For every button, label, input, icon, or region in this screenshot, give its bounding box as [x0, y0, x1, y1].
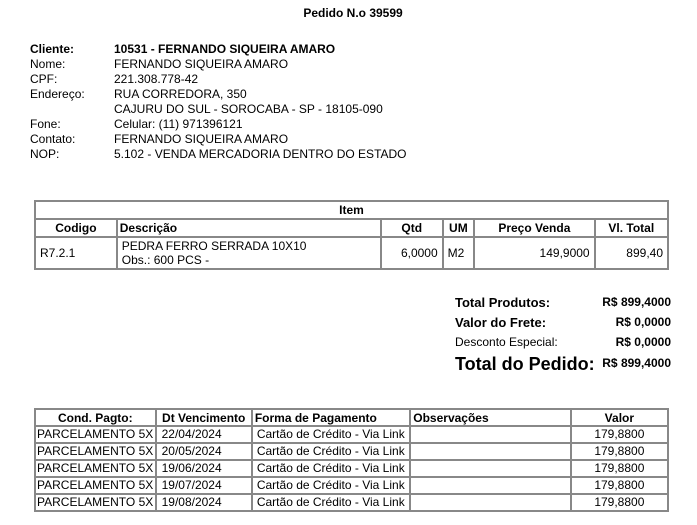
table-row — [35, 477, 668, 494]
name-value: FERNANDO SIQUEIRA AMARO — [114, 57, 289, 71]
payment-obs — [410, 460, 570, 477]
table-row — [35, 237, 668, 269]
phone-row — [30, 117, 407, 132]
payment-vencimento: 22/04/2024 — [156, 426, 252, 443]
col-dt-vencimento: Dt Vencimento — [156, 409, 252, 426]
col-valor: Valor — [571, 409, 668, 426]
client-row — [30, 42, 407, 57]
item-vl-total: 899,40 — [595, 237, 668, 269]
payment-forma: Cartão de Crédito - Via Link — [252, 443, 410, 460]
payment-vencimento: 19/08/2024 — [156, 494, 252, 511]
desconto-especial-value: R$ 0,0000 — [615, 335, 671, 349]
address-label-empty — [30, 102, 114, 117]
client-label: Cliente: — [30, 42, 75, 56]
col-cond-pagto: Cond. Pagto: — [35, 409, 156, 426]
nop-value: 5.102 - VENDA MERCADORIA DENTRO DO ESTADO — [114, 147, 407, 161]
payment-vencimento: 19/07/2024 — [156, 477, 252, 494]
cpf-row — [30, 72, 407, 87]
payment-cond: PARCELAMENTO 5X — [35, 460, 156, 477]
phone-label: Fone: — [30, 117, 61, 131]
payment-obs — [410, 477, 570, 494]
col-descricao: Descrição — [117, 219, 381, 237]
nop-row — [30, 147, 407, 162]
nop-label: NOP: — [30, 147, 60, 161]
address-row — [30, 87, 407, 102]
payment-cond: PARCELAMENTO 5X — [35, 443, 156, 460]
payment-vencimento: 20/05/2024 — [156, 443, 252, 460]
client-value: 10531 - FERNANDO SIQUEIRA AMARO — [114, 42, 336, 56]
items-section-title: Item — [35, 201, 668, 219]
cpf-value: 221.308.778-42 — [114, 72, 199, 86]
items-header-row — [35, 219, 668, 237]
desconto-especial-row — [455, 333, 671, 353]
payment-valor: 179,8800 — [571, 426, 668, 443]
payments-header-row — [35, 409, 668, 426]
payment-vencimento: 19/06/2024 — [156, 460, 252, 477]
payment-valor: 179,8800 — [571, 477, 668, 494]
contact-value: FERNANDO SIQUEIRA AMARO — [114, 132, 289, 146]
items-section-header — [35, 201, 668, 219]
items-table — [34, 200, 669, 270]
payment-forma: Cartão de Crédito - Via Link — [252, 494, 410, 511]
item-preco-venda: 149,9000 — [474, 237, 595, 269]
order-title: Pedido N.o 39599 — [303, 6, 403, 20]
item-qtd: 6,0000 — [381, 237, 443, 269]
col-um: UM — [443, 219, 474, 237]
col-forma-pagamento: Forma de Pagamento — [252, 409, 410, 426]
payment-cond: PARCELAMENTO 5X — [35, 477, 156, 494]
client-info — [30, 42, 407, 162]
total-pedido-row — [455, 353, 671, 379]
total-produtos-value: R$ 899,4000 — [602, 295, 671, 309]
col-codigo: Codigo — [35, 219, 117, 237]
payment-obs — [410, 443, 570, 460]
col-qtd: Qtd — [381, 219, 443, 237]
item-um: M2 — [443, 237, 474, 269]
contact-label: Contato: — [30, 132, 76, 146]
cpf-label: CPF: — [30, 72, 58, 86]
name-row — [30, 57, 407, 72]
totals-block — [455, 293, 671, 379]
col-observacoes: Observações — [410, 409, 570, 426]
table-row — [35, 443, 668, 460]
payment-cond: PARCELAMENTO 5X — [35, 426, 156, 443]
address-line-2: CAJURU DO SUL - SOROCABA - SP - 18105-090 — [114, 102, 383, 116]
valor-frete-value: R$ 0,0000 — [615, 315, 671, 329]
payment-cond: PARCELAMENTO 5X — [35, 494, 156, 511]
payment-valor: 179,8800 — [571, 494, 668, 511]
phone-value: Celular: (11) 971396121 — [114, 117, 243, 131]
address-row-2 — [30, 102, 407, 117]
col-vl-total: Vl. Total — [595, 219, 668, 237]
total-pedido-value: R$ 899,4000 — [602, 356, 671, 370]
payment-valor: 179,8800 — [571, 460, 668, 477]
payment-forma: Cartão de Crédito - Via Link — [252, 477, 410, 494]
item-description-text: PEDRA FERRO SERRADA 10X10 — [121, 239, 307, 253]
payment-obs — [410, 426, 570, 443]
item-obs: Obs.: 600 PCS - — [121, 253, 210, 267]
total-produtos-label: Total Produtos: — [455, 295, 551, 310]
payments-table — [34, 408, 669, 512]
payment-forma: Cartão de Crédito - Via Link — [252, 426, 410, 443]
total-pedido-label: Total do Pedido: — [455, 354, 595, 374]
item-descricao — [117, 237, 381, 269]
col-preco-venda: Preço Venda — [474, 219, 595, 237]
table-row — [35, 494, 668, 511]
valor-frete-row — [455, 313, 671, 333]
contact-row — [30, 132, 407, 147]
desconto-especial-label: Desconto Especial: — [455, 335, 558, 349]
payment-forma: Cartão de Crédito - Via Link — [252, 460, 410, 477]
total-produtos-row — [455, 293, 671, 313]
address-label: Endereço: — [30, 87, 85, 101]
payment-obs — [410, 494, 570, 511]
table-row — [35, 460, 668, 477]
name-label: Nome: — [30, 57, 66, 71]
address-line-1: RUA CORREDORA, 350 — [114, 87, 247, 101]
payment-valor: 179,8800 — [571, 443, 668, 460]
table-row — [35, 426, 668, 443]
item-codigo: R7.2.1 — [35, 237, 117, 269]
valor-frete-label: Valor do Frete: — [455, 315, 547, 330]
